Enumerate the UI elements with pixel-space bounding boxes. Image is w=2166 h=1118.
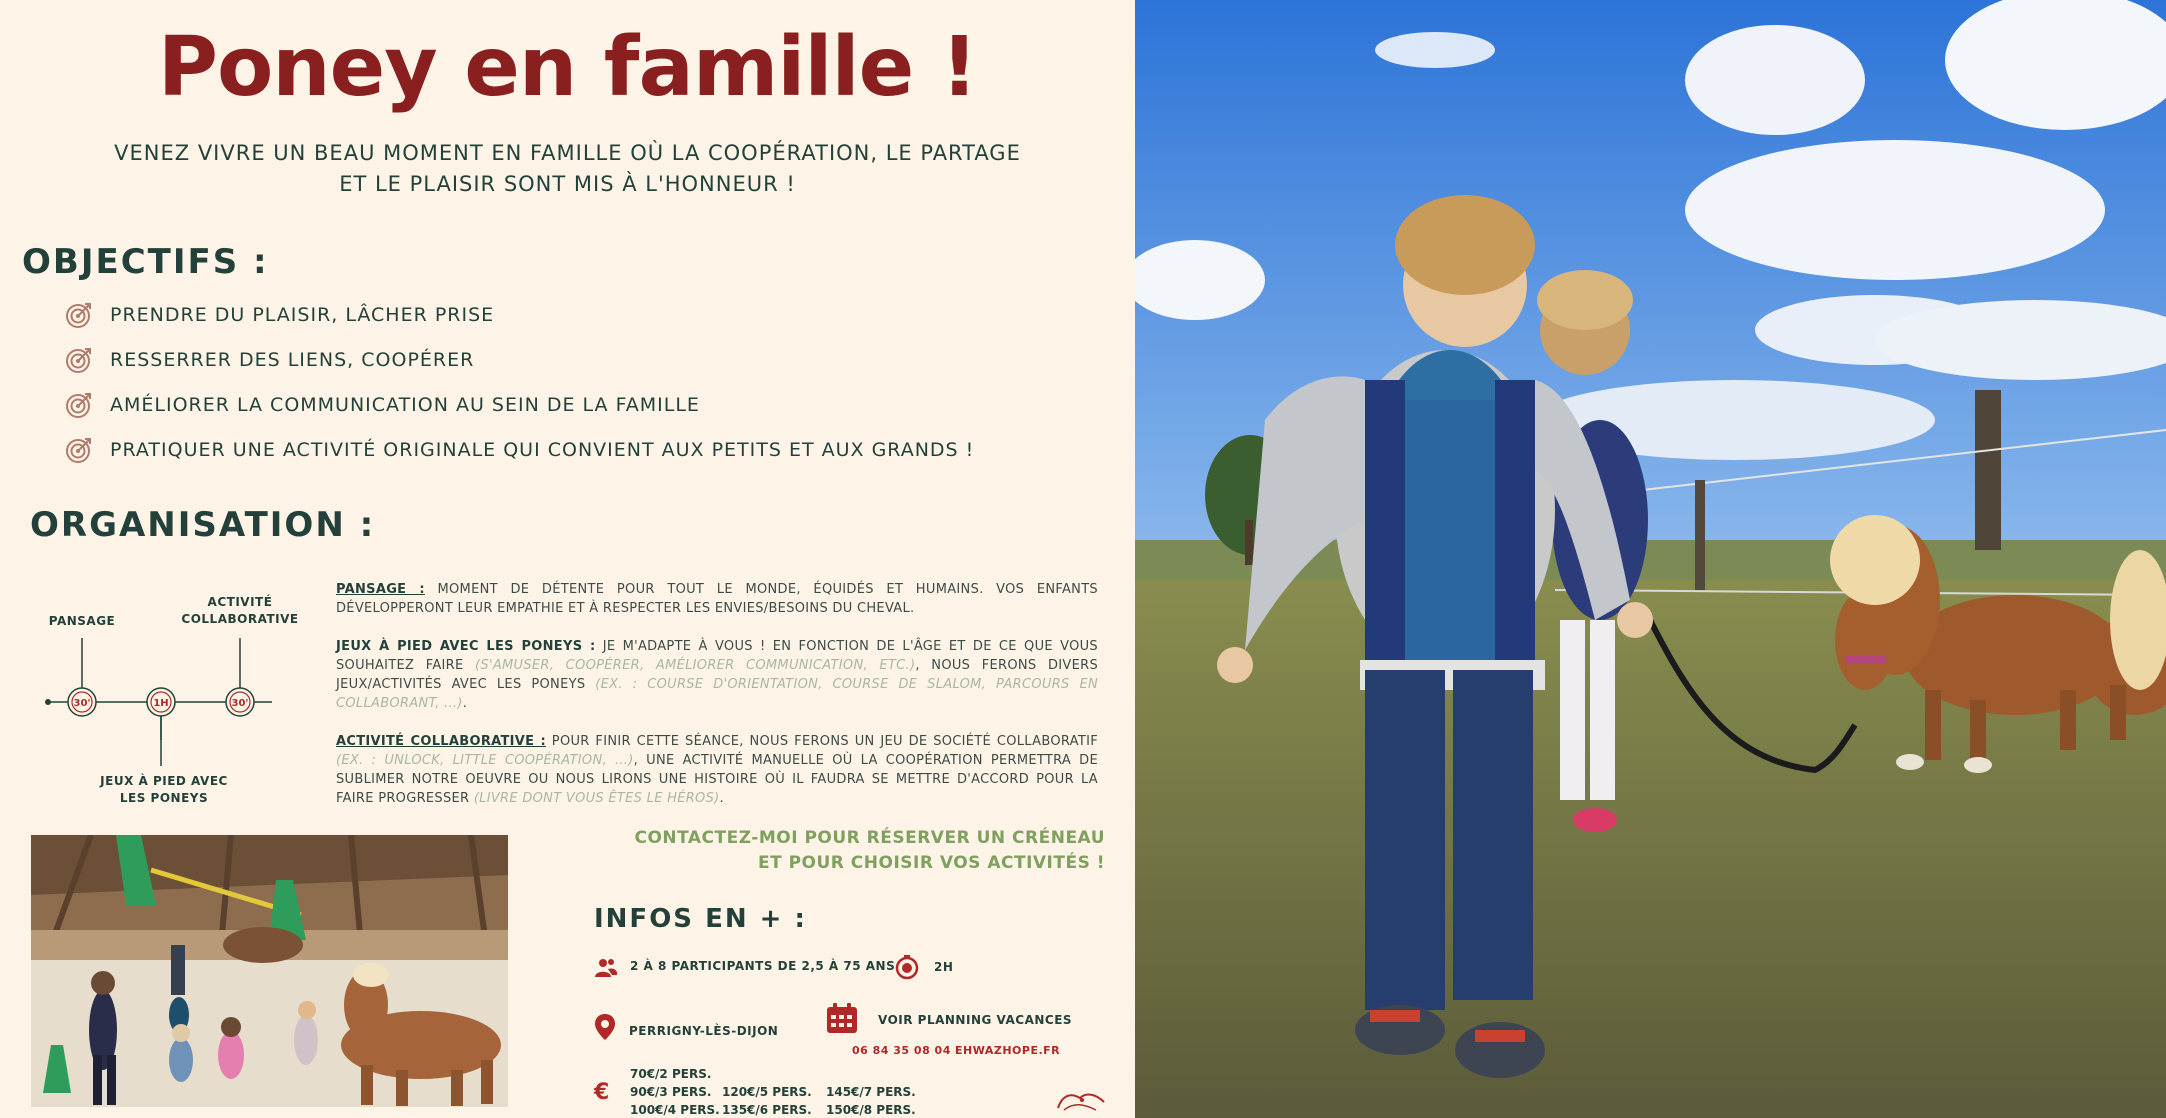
activite-paragraph (336, 732, 1098, 808)
price-column-2 (722, 1083, 812, 1118)
website-link[interactable]: EHWAZHOPE.FR (955, 1044, 1061, 1057)
brand-logo (1052, 1088, 1112, 1116)
price-column-3 (826, 1083, 916, 1118)
timeline-node-3-label: 30' (231, 698, 249, 709)
list-item (64, 337, 974, 382)
activite-italic-a: (EX. : UNLOCK, LITTLE COOPÉRATION, ...) (336, 753, 634, 768)
jeux-italic-b: (EX. : COURSE D'ORIENTATION, COURSE DE SLALOM, PARCOURS EN COLLABORANT, ...) (336, 677, 1098, 711)
list-item (64, 427, 974, 472)
activite-key: ACTIVITÉ COLLABORATIVE : (336, 734, 547, 749)
target-icon (64, 390, 94, 420)
jeux-text-b: , NOUS FERONS DIVERS JEUX/ACTIVITÉS AVEC LES PONEYS (336, 658, 1098, 692)
contact-line-2: ET POUR CHOISIR VOS ACTIVITÉS ! (757, 853, 1105, 873)
phone-number[interactable]: 06 84 35 08 04 (852, 1044, 951, 1057)
timeline-label-jeux (84, 773, 244, 807)
pansage-text: MOMENT DE DÉTENTE POUR TOUT LE MONDE, ÉQUIDÉS ET HUMAINS. VOS ENFANTS DÉVELOPPERONT LEUR EMPATHIE ET À RESPECTER LES ENVIES/BESOINS DU CHEVAL. (336, 582, 1098, 616)
pansage-paragraph (336, 580, 1098, 618)
timeline-node-2-label: 1H (153, 698, 169, 709)
contact-line-1: CONTACTEZ-MOI POUR RÉSERVER UN CRÉNEAU (634, 828, 1105, 848)
family-pony-photo (1135, 0, 2166, 1118)
price-item: 150€/8 PERS. (826, 1103, 916, 1117)
timeline-start-dot (45, 699, 51, 705)
timeline-label-activite-line-2: COLLABORATIVE (181, 612, 299, 626)
calendar-icon (825, 1001, 859, 1035)
timeline-label-pansage: PANSAGE (48, 614, 116, 628)
objectif-text: PRATIQUER UNE ACTIVITÉ ORIGINALE QUI CONVIENT AUX PETITS ET AUX GRANDS ! (110, 438, 975, 461)
infos-heading: INFOS EN + : (594, 904, 807, 934)
page-title: Poney en famille ! (157, 20, 978, 115)
price-column-1 (630, 1065, 720, 1118)
jeux-text-a: JE M'ADAPTE À VOUS ! EN FONCTION DE L'ÂGE ET DE CE QUE VOUS SOUHAITEZ FAIRE (336, 639, 1098, 673)
objectifs-heading: OBJECTIFS : (22, 242, 269, 282)
timeline-node-1-label: 30' (73, 698, 91, 709)
price-item: 100€/4 PERS. (630, 1103, 720, 1117)
price-item: 90€/3 PERS. (630, 1085, 712, 1099)
participants-info: 2 À 8 PARTICIPANTS DE 2,5 À 75 ANS (630, 959, 896, 973)
timeline-label-jeux-line-2: LES PONEYS (119, 791, 209, 805)
timeline-label-jeux-line-1: JEUX À PIED AVEC (100, 774, 228, 788)
jeux-key: JEUX À PIED AVEC LES PONEYS : (336, 639, 596, 654)
euro-icon: € (594, 1080, 610, 1105)
group-icon (594, 955, 618, 979)
price-item: 135€/6 PERS. (722, 1103, 812, 1117)
activite-italic-b: (LIVRE DONT VOUS ÊTES LE HÉROS) (473, 791, 720, 806)
price-item: 70€/2 PERS. (630, 1067, 712, 1081)
subtitle-line-2: ET LE PLAISIR SONT MIS À L'HONNEUR ! (339, 172, 796, 196)
timeline-label-activite-line-1: ACTIVITÉ (207, 595, 273, 609)
price-item: 120€/5 PERS. (722, 1085, 812, 1099)
target-icon (64, 345, 94, 375)
list-item (64, 292, 974, 337)
list-item (64, 382, 974, 427)
location-info: PERRIGNY-LÈS-DIJON (629, 1024, 779, 1038)
duration-info: 2H (934, 960, 954, 974)
objectif-text: RESSERRER DES LIENS, COOPÉRER (110, 348, 475, 371)
arena-photo (31, 835, 508, 1107)
contact-cta (560, 826, 1105, 876)
activite-text-b: , UNE ACTIVITÉ MANUELLE OÙ LA COOPÉRATION PERMETTRA DE SUBLIMER NOTRE OEUVRE OU NOUS LIRONS UNE HISTOIRE OÙ IL FAUDRA SE METTRE D'ACCORD POUR LA FAIRE PROGRESSER (336, 753, 1098, 806)
location-pin-icon (594, 1013, 616, 1041)
target-icon (64, 300, 94, 330)
subtitle-line-1: VENEZ VIVRE UN BEAU MOMENT EN FAMILLE OÙ LA COOPÉRATION, LE PARTAGE (114, 141, 1021, 165)
pansage-key: PANSAGE : (336, 582, 425, 597)
price-item: 145€/7 PERS. (826, 1085, 916, 1099)
jeux-italic-a: (S'AMUSER, COOPÉRER, AMÉLIORER COMMUNICATION, ETC.) (475, 658, 916, 673)
target-icon (64, 435, 94, 465)
organisation-heading: ORGANISATION : (30, 505, 376, 545)
activite-text-a: POUR FINIR CETTE SÉANCE, NOUS FERONS UN JEU DE SOCIÉTÉ COLLABORATIF (546, 734, 1098, 749)
timeline-connector-bottom (44, 716, 284, 768)
objectif-text: AMÉLIORER LA COMMUNICATION AU SEIN DE LA FAMILLE (110, 393, 700, 416)
stopwatch-icon (894, 954, 920, 980)
objectif-text: PRENDRE DU PLAISIR, LÂCHER PRISE (110, 303, 495, 326)
jeux-text-c: . (462, 696, 468, 711)
planning-link[interactable]: VOIR PLANNING VACANCES (878, 1013, 1073, 1027)
subtitle (60, 138, 1075, 200)
objectifs-list (64, 292, 974, 472)
activite-text-c: . (719, 791, 724, 806)
timeline-label-activite (170, 594, 310, 628)
jeux-paragraph (336, 637, 1098, 713)
